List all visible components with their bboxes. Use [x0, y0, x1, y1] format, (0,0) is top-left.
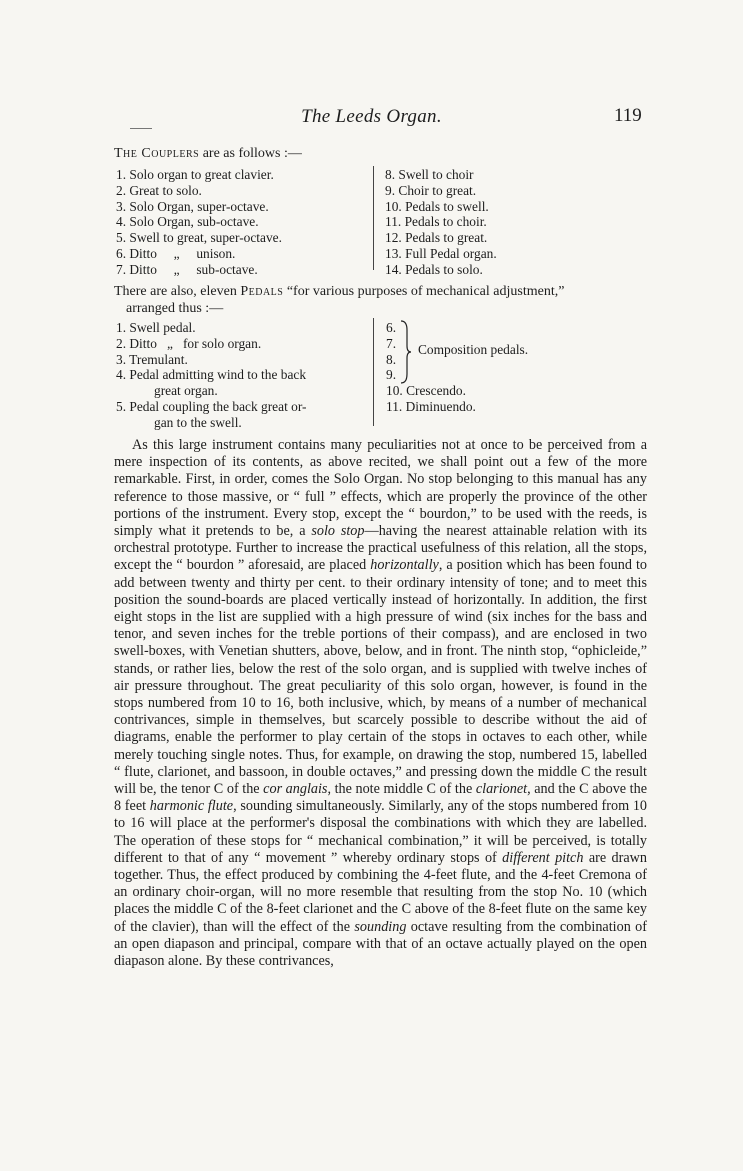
text-run: , a position which has been found to add between twenty and thirty per cent. to their ordinary intensity of tone; and to meet this position the sound-boards are placed vertically instead of horizontally. In addition, the first eight stops in the list are supplied with a high pressure of wind (six inches for the bass and tenor, and seven inches for the treble portions of their compass), and are enclosed in two swell-boxes, with Venetian shutters, above, below, and in front. The ninth stop, “ophicleide,” stands, or rather lies, below the rest of the solo organ, and is supplied with twelve inches of air pressure throughout. The great peculiarity of this solo organ, however, is found in the stops numbered from 10 to 16, both inclusive, which, by means of a number of mechanical contrivances, simple in themselves, but scarcely possible to describe without the aid of diagrams, enable the performer to play certain of the stops in octaves to each other, while merely touching single notes. Thus, for example, on drawing the stop, numbered 15, labelled “ flute, clarionet, and bassoon, in double octaves,” and pressing down the middle C the result will be, the tenor C of the: [114, 557, 647, 798]
italic-run: different pitch: [502, 849, 584, 866]
pedal-item-continuation: great organ.: [154, 383, 218, 399]
curly-brace-icon: [400, 320, 412, 384]
italic-run: cor anglais: [263, 781, 328, 798]
pedal-item: 9.: [386, 367, 397, 383]
pedal-item: 6.: [386, 320, 397, 335]
coupler-item: 1. Solo organ to great clavier.: [116, 167, 274, 182]
text-run: , the note middle C of the: [327, 781, 476, 798]
coupler-item: 2. Great to solo.: [116, 182, 202, 198]
couplers-heading-rest: are as follows :—: [199, 146, 302, 161]
coupler-item: 5. Swell to great, super-octave.: [116, 230, 282, 246]
coupler-item: 6. Ditto „ unison.: [116, 245, 236, 261]
coupler-item: 4. Solo Organ, sub-octave.: [116, 214, 259, 230]
pedals-intro-after: “for various purposes of mechanical adjustment,”: [283, 284, 565, 299]
pedals-keyword: Pedals: [240, 284, 284, 299]
pedals-left-column: [116, 320, 370, 431]
couplers-divider: [373, 166, 374, 270]
coupler-item: 3. Solo Organ, super-octave.: [116, 198, 269, 214]
coupler-item: 13. Full Pedal organ.: [385, 245, 497, 261]
couplers-heading-lead: The Couplers: [114, 146, 200, 161]
italic-run: horizontally: [370, 557, 439, 574]
pedal-item: 7.: [386, 335, 397, 351]
running-title: The Leeds Organ.: [301, 106, 442, 127]
text-run: octave resulting from the combination of an open diapason and principal, compare with that of an octave actually played on the open diapason alone. By these contrivances,: [114, 918, 647, 970]
pedal-item: 1. Swell pedal.: [116, 320, 196, 335]
pedal-item: 11. Diminuendo.: [386, 398, 476, 414]
coupler-item: 8. Swell to choir: [385, 167, 474, 182]
page-number: 119: [614, 105, 642, 126]
italic-run: sounding: [354, 918, 407, 935]
couplers-left-column: [116, 167, 366, 278]
text-run: , sounding simultaneously. Similarly, any of the stops numbered from 10 to 16 will place at the performer's disposal the combinations with which they are labelled. The operation of these stops for “ mechanical combination,” it will be perceived, is totally different to that of any “ movement ” whereby ordinary stops of: [114, 798, 648, 866]
coupler-item: 10. Pedals to swell.: [385, 198, 489, 214]
text-run: As this large instrument contains many peculiarities not at once to be perceived from a mere inspection of its contents, as above recited, we shall point out a few of the more remarkable. First, in order, comes the Solo Organ. No stop belonging to this manual has any reference to those massive, or “ full ” effects, which are properly the province of the other portions of the instrument. Every stop, except the “ bourdon,” to be used with the reeds, is simply what it pretends to be, a: [114, 437, 647, 540]
pedals-intro: [114, 283, 654, 317]
composition-pedals-label: Composition pedals.: [418, 342, 529, 357]
italic-run: solo stop: [311, 523, 365, 540]
coupler-item: 9. Choir to great.: [385, 182, 477, 198]
pedal-item: 8.: [386, 351, 397, 367]
italic-run: harmonic flute: [149, 798, 234, 815]
text-run: are drawn together. Thus, the effect produced by combining the 4-feet flute, and the 4-feet Cremona of an ordinary choir-organ, will no more resemble that resulting from the stop No. 10 (which places the middle C of the 8-feet clarionet and the C above of the 8-feet flute on the same key of the clavier), than will the effect of the: [114, 849, 647, 935]
coupler-item: 12. Pedals to great.: [385, 230, 488, 246]
pedals-intro-before: There are also, eleven: [114, 284, 241, 299]
couplers-right-column: [385, 167, 525, 278]
pedal-item: 4. Pedal admitting wind to the back: [116, 367, 307, 383]
coupler-item: 11. Pedals to choir.: [385, 214, 487, 230]
coupler-item: 7. Ditto „ sub-octave.: [116, 261, 258, 277]
pedal-item: 3. Tremulant.: [116, 351, 188, 367]
pedals-divider: [373, 318, 374, 426]
pedals-intro-line2: arranged thus :—: [126, 301, 224, 316]
paragraph-1: [114, 437, 647, 970]
pedal-item: 2. Ditto „ for solo organ.: [116, 335, 262, 351]
italic-run: clarionet: [475, 781, 528, 798]
text-run: —having the nearest attainable relation with its orchestral prototype. Further to increase the practical usefulness of this relation, all the stops, except the “ bourdon ” aforesaid, are placed: [114, 523, 647, 574]
body-paragraph: [114, 437, 647, 970]
pedal-item: 10. Crescendo.: [386, 383, 466, 399]
pedal-item: 5. Pedal coupling the back great or-: [116, 398, 307, 414]
header-dash: [130, 128, 152, 129]
coupler-item: 14. Pedals to solo.: [385, 261, 483, 277]
couplers-heading: [114, 146, 302, 162]
text-run: , and the C above the 8 feet: [114, 781, 648, 815]
pedal-item-continuation: gan to the swell.: [154, 414, 242, 430]
